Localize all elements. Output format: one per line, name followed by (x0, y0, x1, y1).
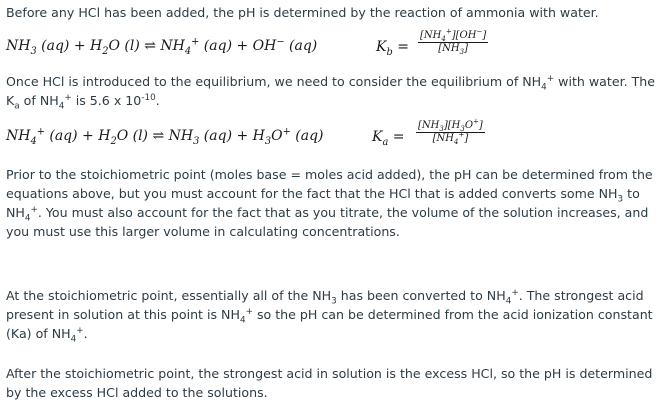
kb-denominator: $[NH_3]$ (438, 43, 468, 56)
paragraph-before-hcl (6, 3, 660, 22)
paragraph-after-stoichiometric (6, 364, 660, 402)
paragraph-before-stoichiometric: Prior to the stoichiometric point (moles base = moles acid added), the pH can be determined from the equations above, but you must account for the fact that the HCl that is added converts some $NH_3$ to $NH_4^+$. You must also account for the fact that as you titrate, the volume of the solution increases, and you must use this larger volume in calculating concentrations. (6, 167, 653, 239)
kb-numerator: $[NH_4^+][OH^-]$ (420, 27, 487, 43)
paragraph-at-stoichiometric: At the stoichiometric point, essentially all of the $NH_3$ has been converted to $NH_4^+$. The strongest acid present in solution at this point is $NH_4^+$ so the pH can be determined from the acid ionization constant (Ka) of $NH_4^+$. (6, 287, 653, 345)
kb-fraction (418, 27, 488, 56)
ka-denominator: $[NH_4^+]$ (432, 130, 469, 146)
kb-label: $K_b$ = (376, 39, 409, 58)
equation-reaction: $NH_4^+$ $(aq) + H_2O$ (l) ⇌ $NH_3$ $(aq) + H_3O^+$ (aq) (6, 126, 324, 147)
paragraph-after-hcl: Once HCl is introduced to the equilibrium, we need to consider the equilibrium of $NH_4^+$ with water. The $K_a$ of $NH_4^+$ is 5.6 x $10^{-10}$. (6, 73, 656, 112)
ammonia-water-equation (6, 27, 660, 64)
ka-fraction (416, 117, 485, 146)
equation-reaction: $NH_3$ $(aq) + H_2O$ (l) ⇌ $NH_4^+$ (aq) + OH− (aq) (6, 36, 318, 57)
ka-label: $K_a$ = (372, 129, 405, 148)
ka-numerator: $[NH_3][H_3O^+]$ (418, 117, 483, 133)
paragraph-text: After the stoichiometric point, the strongest acid in solution is the excess HCl, so the pH is determined by the excess HCl added to the solutions. (6, 366, 653, 400)
paragraph-text: Before any HCl has been added, the pH is determined by the reaction of ammonia with water. (6, 5, 599, 20)
ammonium-water-equation (6, 117, 660, 154)
